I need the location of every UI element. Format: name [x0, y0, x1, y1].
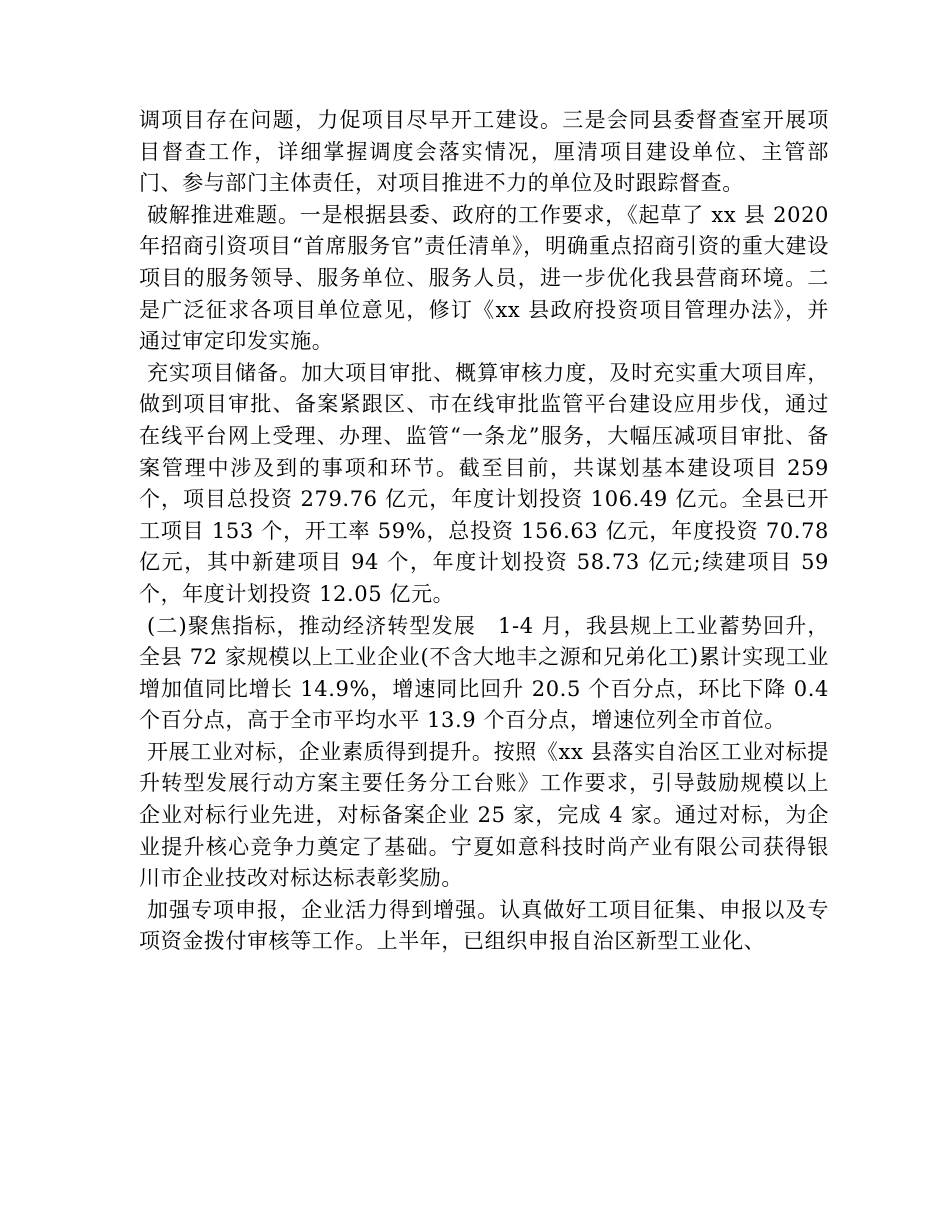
- paragraph-3: 充实项目储备。加大项目审批、概算审核力度，及时充实重大项目库，做到项目审批、备案紧跟区、市在线审批监管平台建设应用步伐，通过在线平台网上受理、办理、监管“一条龙”服务，大幅压减项目审批、备案管理中涉及到的事项和环节。截至目前，共谋划基本建设项目 259 个，项目总投资 279.76 亿元，年度计划投资 106.49 亿元。全县已开工项目 153 个，开工率 59%，总投资 156.63 亿元，年度投资 70.78 亿元，其中新建项目 94 个，年度计划投资 58.73 亿元;续建项目 59 个，年度计划投资 12.05 亿元。: [139, 360, 829, 606]
- document-body: [139, 105, 829, 958]
- paragraph-1: 调项目存在问题，力促项目尽早开工建设。三是会同县委督查室开展项目督查工作，详细掌握调度会落实情况，厘清项目建设单位、主管部门、参与部门主体责任，对项目推进不力的单位及时跟踪督查。: [139, 108, 829, 196]
- paragraph-4: (二)聚焦指标，推动经济转型发展 1-4 月，我县规上工业蓄势回升，全县 72 家规模以上工业企业(不含大地丰之源和兄弟化工)累计实现工业增加值同比增长 14.9%，增速同比回升 20.5 个百分点，环比下降 0.4 个百分点，高于全市平均水平 13.9 个百分点，增速位列全市首位。: [139, 613, 829, 733]
- paragraph-5: 开展工业对标，企业素质得到提升。按照《xx 县落实自治区工业对标提升转型发展行动方案主要任务分工台账》工作要求，引导鼓励规模以上企业对标行业先进，对标备案企业 25 家，完成 4 家。通过对标，为企业提升核心竞争力奠定了基础。宁夏如意科技时尚产业有限公司获得银川市企业技改对标达标表彰奖励。: [139, 739, 829, 891]
- paragraph-2: 破解推进难题。一是根据县委、政府的工作要求，《起草了 xx 县 2020 年招商引资项目“首席服务官”责任清单》，明确重点招商引资的重大建设项目的服务领导、服务单位、服务人员，进一步优化我县营商环境。二是广泛征求各项目单位意见，修订《xx 县政府投资项目管理办法》，并通过审定印发实施。: [139, 202, 829, 354]
- paragraph-6: 加强专项申报，企业活力得到增强。认真做好工项目征集、申报以及专项资金拨付审核等工作。上半年，已组织申报自治区新型工业化、: [139, 897, 829, 954]
